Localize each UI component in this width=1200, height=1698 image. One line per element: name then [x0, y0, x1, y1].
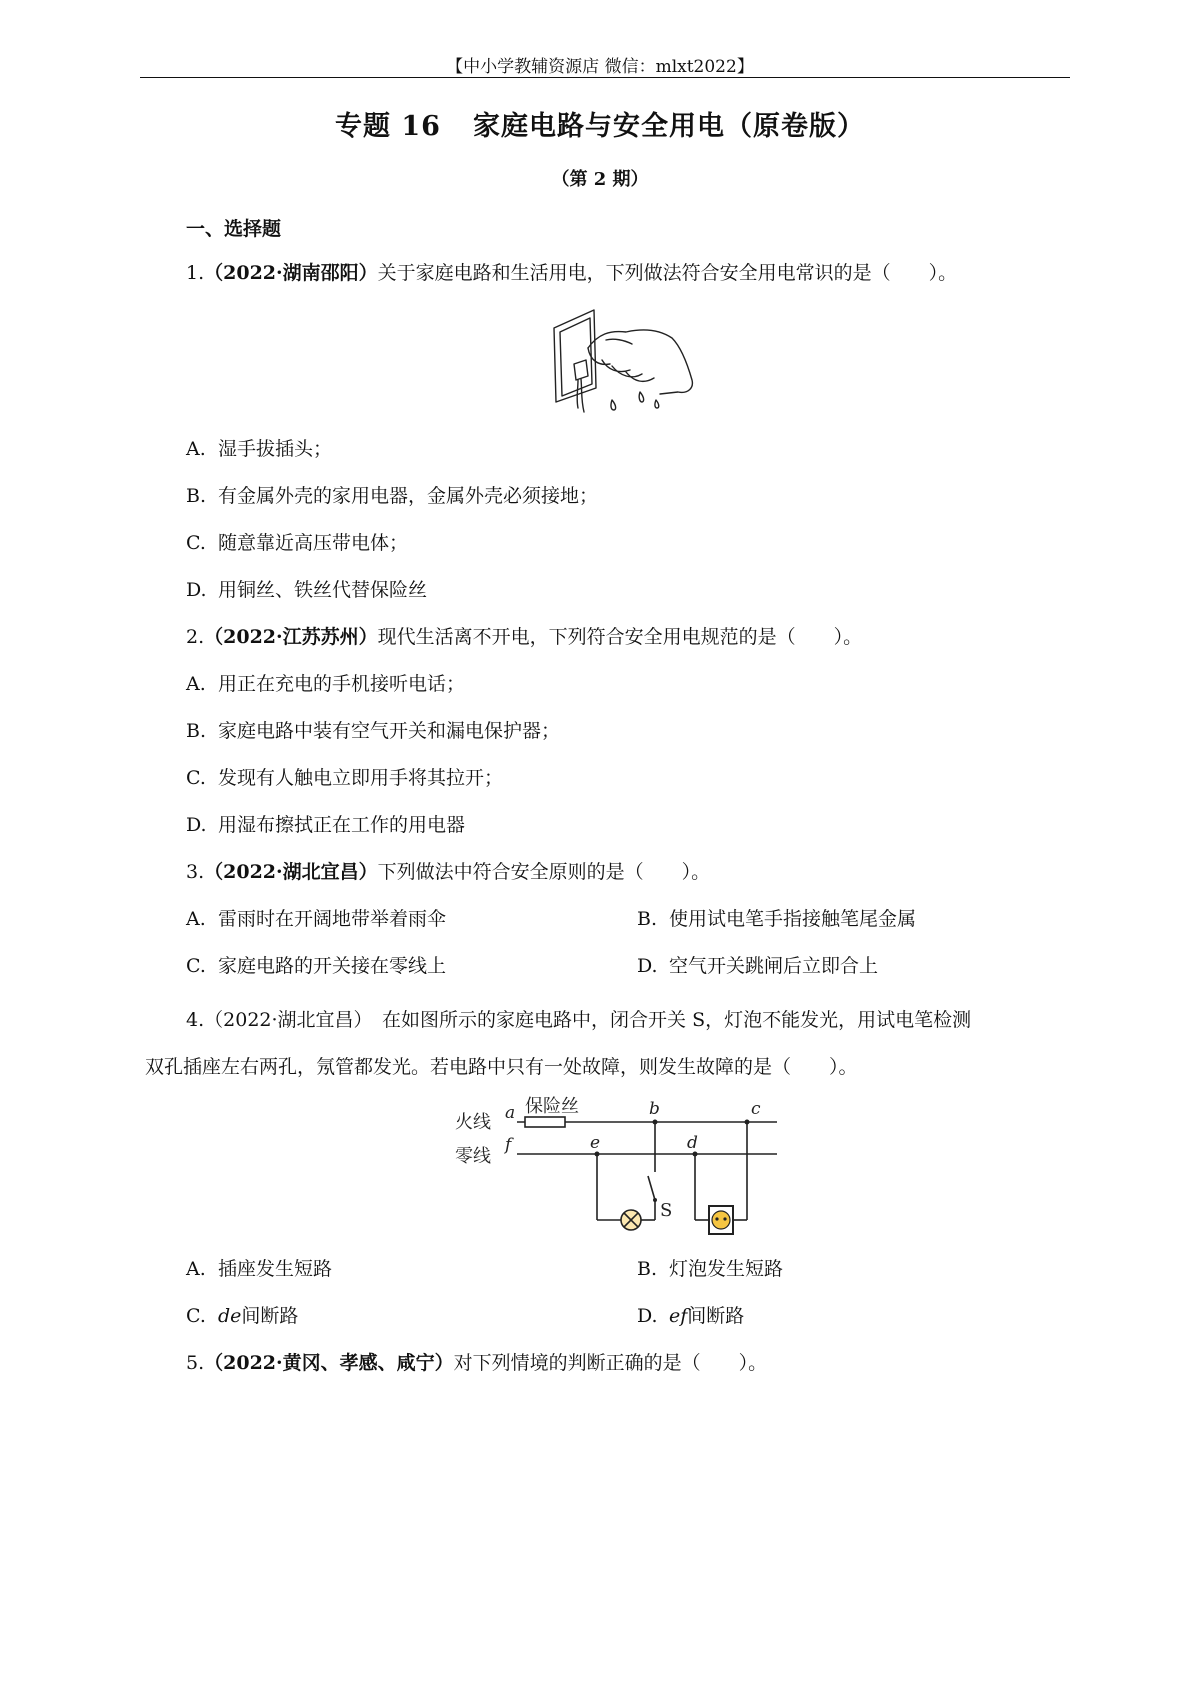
- question-number: 5.: [186, 1352, 205, 1374]
- option-letter: D.: [186, 814, 207, 836]
- question-number: 2.: [186, 626, 205, 648]
- question-stem: 现代生活离不开电，下列符合安全用电规范的是（ ）。: [377, 626, 863, 648]
- option-text: 插座发生短路: [218, 1258, 333, 1280]
- option-variable: ef: [669, 1305, 688, 1327]
- option-text: 有金属外壳的家用电器，金属外壳必须接地；: [218, 485, 599, 507]
- q3-option-c: [186, 957, 446, 976]
- q2-option-a: [186, 675, 465, 694]
- neutral-wire-label: 零线: [455, 1146, 491, 1167]
- question-number: 4.: [186, 1009, 205, 1031]
- live-wire-label: 火线: [455, 1112, 491, 1133]
- option-text: 间断路: [687, 1305, 745, 1327]
- question-source: （2022·黄冈、孝感、咸宁）: [204, 1352, 454, 1374]
- question-5: [186, 1354, 767, 1373]
- node-a-label: a: [505, 1103, 516, 1123]
- option-text: 用铜丝、铁丝代替保险丝: [218, 579, 428, 601]
- q4-option-c: [186, 1307, 298, 1326]
- page-title: [0, 104, 1200, 143]
- option-letter: A.: [186, 1258, 206, 1280]
- option-letter: B.: [186, 485, 207, 507]
- question-4-continued: 双孔插座左右两孔，氖管都发光。若电路中只有一处故障，则发生故障的是（ ）。: [145, 1056, 858, 1078]
- option-text: 发现有人触电立即用手将其拉开；: [218, 767, 504, 789]
- question-1: [186, 264, 957, 283]
- option-text: 用湿布擦拭正在工作的用电器: [218, 814, 466, 836]
- option-letter: D.: [637, 955, 658, 977]
- q1-option-a: [186, 440, 332, 459]
- option-text: 使用试电笔手指接触笔尾金属: [669, 908, 917, 930]
- question-number: 1.: [186, 262, 205, 284]
- household-circuit-diagram: [455, 1092, 795, 1242]
- question-source: （2022·湖北宜昌）: [204, 861, 378, 883]
- option-text: 空气开关跳闸后立即合上: [669, 955, 879, 977]
- title-topic-number: 专题 16: [335, 111, 441, 142]
- q1-option-d: [186, 581, 427, 600]
- question-source: （2022·湖北宜昌）: [204, 1009, 364, 1031]
- q3-option-a: [186, 910, 446, 929]
- q1-option-b: [186, 487, 598, 506]
- node-f-label: f: [505, 1135, 512, 1155]
- option-variable: de: [218, 1305, 242, 1327]
- option-letter: B.: [637, 908, 658, 930]
- option-letter: C.: [186, 532, 206, 554]
- option-text: 随意靠近高压带电体；: [218, 532, 409, 554]
- q3-option-d: [637, 957, 878, 976]
- q4-option-b: [637, 1260, 783, 1279]
- q2-option-b: [186, 722, 560, 741]
- question-stem: 下列做法中符合安全原则的是（ ）。: [377, 861, 711, 883]
- question-2: [186, 628, 862, 647]
- option-letter: D.: [637, 1305, 658, 1327]
- q2-option-d: [186, 816, 465, 835]
- question-stem: 在如图所示的家庭电路中，闭合开关 S，灯泡不能发光，用试电笔检测: [363, 1009, 972, 1031]
- node-c-label: c: [751, 1099, 761, 1119]
- q3-option-b: [637, 910, 916, 929]
- option-text: 湿手拔插头；: [218, 438, 333, 460]
- node-d-label: d: [687, 1133, 698, 1153]
- question-number: 3.: [186, 861, 205, 883]
- page-header: 【中小学教辅资源店 微信：mlxt2022】: [446, 57, 754, 77]
- q2-option-c: [186, 769, 503, 788]
- option-letter: B.: [637, 1258, 658, 1280]
- option-text: 家庭电路中装有空气开关和漏电保护器；: [218, 720, 561, 742]
- question-4: [186, 1005, 971, 1032]
- q4-option-a: [186, 1260, 332, 1279]
- option-letter: A.: [186, 438, 206, 460]
- option-letter: D.: [186, 579, 207, 601]
- title-topic-name: 家庭电路与安全用电（原卷版）: [472, 111, 865, 142]
- fuse-label: 保险丝: [525, 1096, 579, 1117]
- section-heading: 一、选择题: [186, 218, 282, 240]
- option-letter: C.: [186, 767, 206, 789]
- option-text: 灯泡发生短路: [669, 1258, 784, 1280]
- q1-option-c: [186, 534, 408, 553]
- question-source: （2022·江苏苏州）: [204, 626, 378, 648]
- option-letter: A.: [186, 908, 206, 930]
- question-3: [186, 863, 710, 882]
- question-stem: 关于家庭电路和生活用电，下列做法符合安全用电常识的是（ ）。: [377, 262, 958, 284]
- option-letter: B.: [186, 720, 207, 742]
- option-text: 间断路: [241, 1305, 299, 1327]
- node-b-label: b: [649, 1099, 660, 1119]
- option-text: 家庭电路的开关接在零线上: [218, 955, 447, 977]
- option-text: 雷雨时在开阔地带举着雨伞: [218, 908, 447, 930]
- question-source: （2022·湖南邵阳）: [204, 262, 378, 284]
- q4-option-d: [637, 1307, 744, 1326]
- option-letter: C.: [186, 1305, 206, 1327]
- option-text: 用正在充电的手机接听电话；: [218, 673, 466, 695]
- option-letter: A.: [186, 673, 206, 695]
- switch-label: S: [660, 1200, 673, 1221]
- node-e-label: e: [590, 1133, 601, 1153]
- question-stem: 对下列情境的判断正确的是（ ）。: [453, 1352, 768, 1374]
- issue-subtitle: （第 2 期）: [551, 169, 649, 190]
- wet-hand-plug-illustration: [548, 304, 698, 416]
- header-rule: [140, 77, 1070, 78]
- option-letter: C.: [186, 955, 206, 977]
